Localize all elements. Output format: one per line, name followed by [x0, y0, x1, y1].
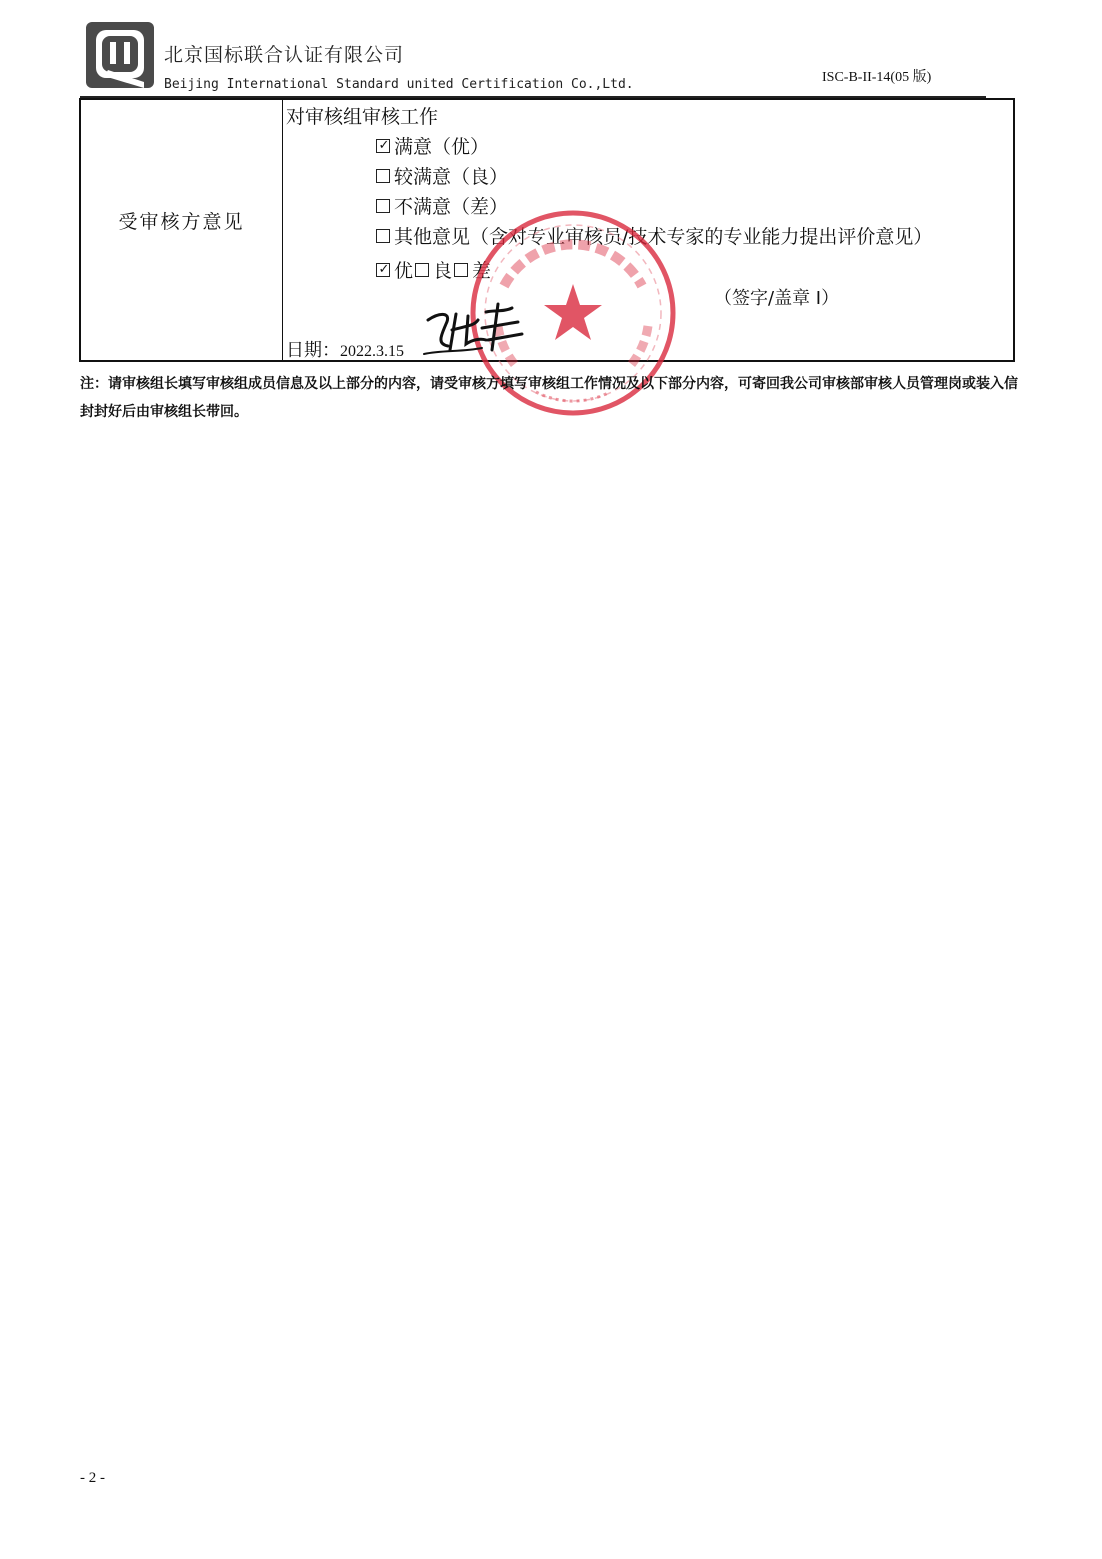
date-label: 日期： [286, 340, 340, 361]
rating-label: 优 [394, 260, 414, 282]
date-row [286, 336, 404, 362]
option-label: 其他意见（含对专业审核员/技术专家的专业能力提出评价意见） [394, 226, 933, 248]
form-code: ISC-B-II-14(05 版) [822, 70, 932, 85]
option-satisfied[interactable] [376, 132, 489, 159]
option-label: 不满意（差） [394, 196, 509, 218]
handwritten-signature-icon [422, 300, 532, 360]
checkbox-icon[interactable] [415, 263, 429, 277]
column-divider [282, 100, 283, 360]
checkbox-icon[interactable] [376, 169, 390, 183]
rating-label: 差 [472, 260, 492, 282]
company-name-en: Beijing International Standard united Certification Co.,Ltd. [164, 77, 634, 92]
section-title: 对审核组审核工作 [286, 106, 439, 128]
signature-note: （签字/盖章 I） [714, 288, 840, 309]
rating-excellent[interactable] [376, 256, 413, 283]
option-fairly-satisfied[interactable] [376, 162, 508, 189]
company-name-cn: 北京国标联合认证有限公司 [164, 44, 405, 66]
option-label: 满意（优） [394, 136, 490, 158]
left-label: 受审核方意见 [118, 210, 245, 233]
checkbox-checked-icon[interactable] [376, 139, 390, 153]
page-number: - 2 - [80, 1470, 105, 1486]
company-logo-icon [84, 20, 156, 90]
date-value: 2022.3.15 [340, 343, 404, 360]
checkbox-icon[interactable] [376, 199, 390, 213]
checkbox-icon[interactable] [376, 229, 390, 243]
footnote: 注：请审核组长填写审核组成员信息及以上部分的内容，请受审核方填写审核组工作情况及以下部分内容，可寄回我公司审核部审核人员管理岗或装入信封封好后由审核组长带回。 [80, 376, 1018, 420]
rating-label: 良 [433, 260, 453, 282]
option-label: 较满意（良） [394, 166, 509, 188]
checkbox-checked-icon[interactable] [376, 263, 390, 277]
rating-good[interactable] [415, 256, 452, 283]
